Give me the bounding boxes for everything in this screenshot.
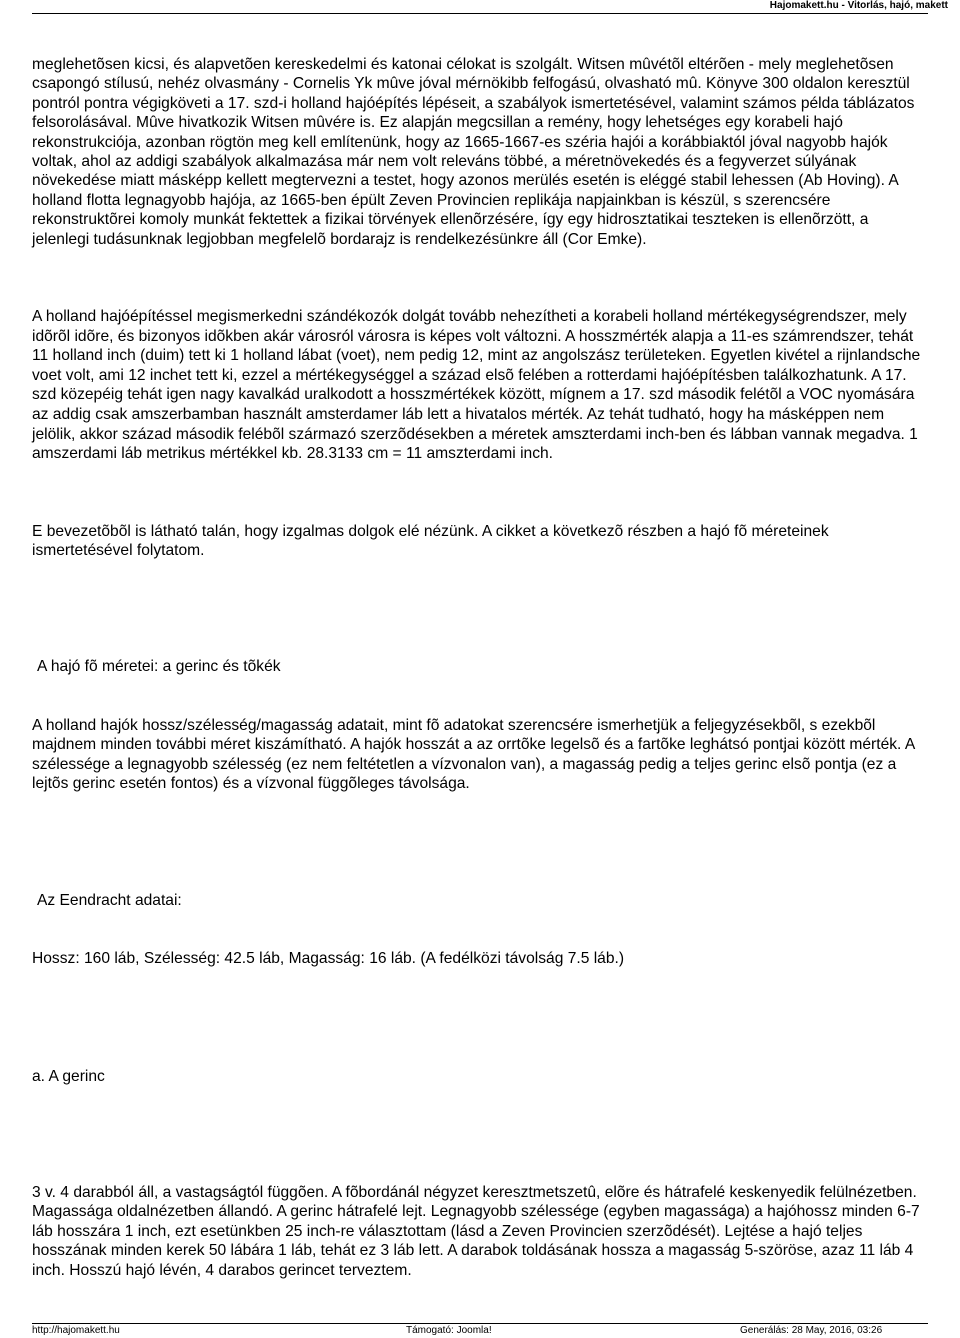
header-divider: [32, 13, 928, 14]
paragraph-eendracht-data: Hossz: 160 láb, Szélesség: 42.5 láb, Magasság: 16 láb. (A fedélközi távolság 7.5 láb.): [32, 950, 625, 967]
footer-generated: Generálás: 28 May, 2016, 03:26: [740, 1325, 883, 1336]
footer-divider: [32, 1323, 928, 1324]
paragraph-witsen-yk: meglehetõsen kicsi, és alapvetõen kereskedelmi és katonai célokat is szolgált. Witsen mûvétõl eltérõen - mely meglehetõsen csapongó stílusú, nehéz olvasmány - Cornelis Yk mûve jóval mérnökibb felfogású, olvasható mû. Könyve 300 oldalon keresztül pontról pontra végigköveti a 17. szd-i holland hajóépítés lépéseit, a szabályok ismertetésével, valamint számos példa táblázatos felsorolásával. Mûve hivatkozik Witsen mûvére is. Ez alapján megcsillan a remény, hogy lehetséges egy korabeli hajó rekonstrukciója, azonban rögtön meg kell említenünk, hogy az 1665-1667-es széria hajói a korábbiaktól jóval nagyobb hajók voltak, ahol az addigi szabályok alkalmazása már nem volt releváns többé, a méretnövekedés és a fegyverzet súlyának növekedése miatt másképp kellett megtervezni a testet, hogy azonos merülés esetén is eléggé stabil lehessen (Ab Hoving). A holland flotta legnagyobb hajója, az 1665-ben épült Zeven Provincien replikája napjainkban is készül, s szerencsére rekonstruktõrei komoly munkát fektettek a fizikai törvények ellenõrzésére, így egy hidrosztatikai teszteken is ellenõrzött, a jelenlegi tudásunknak legjobban megfelelõ bordarajz is rendelkezésünkre áll (Cor Emke).: [32, 56, 915, 248]
paragraph-introduction-outro: E bevezetõbõl is látható talán, hogy izgalmas dolgok elé nézünk. A cikket a következõ részben a hajó fõ méreteinek ismertetésével folytatom.: [32, 523, 829, 560]
paragraph-main-dimensions: A holland hajók hossz/szélesség/magasság adatait, mint fõ adatokat szerencsére ismerhetjük a feljegyzésekbõl, s ezekbõl majdnem minden további méret kiszámítható. A hajók hosszát a az orrtõke legelsõ és a fartõke leghátsó pontjai között mérték. A szélessége a legnagyobb szélesség (ez nem feltétetlen a vízvonalon van), a magasság pedig a teljes gerinc elsõ pontja (ez a lejtõs gerinc esetén fontos) és a vízvonal függõleges távolsága.: [32, 717, 915, 793]
footer-support: Támogató: Joomla!: [406, 1325, 492, 1336]
page-header-title: Hajomakett.hu - Vitorlás, hajó, makett: [769, 0, 948, 11]
paragraph-measurement-system: A holland hajóépítéssel megismerkedni szándékozók dolgát tovább nehezítheti a korabeli holland mértékegységrendszer, mely idõrõl idõre, és bizonyos idõkben akár városról városra is képes volt változni. A hosszmérték alapja a 11-es számrendszer, tehát 11 holland inch (duim) tett ki 1 holland lábat (voet), nem pedig 12, mint az angolszász területeken. Egyetlen kivétel a rijnlandsche voet volt, ami 12 inchet tett ki, ezzel a mértékegységgel a század elsõ felében a rotterdami hajóépítésben találkozhatunk. A 17. szd közepéig tehát igen nagy kavalkád uralkodott a hosszmértékek között, mígnem a 17. szd második felétõl a VOC nyomására az addig csak amszerbamban használt amsterdamer láb lett a hivatalos mérték. Az tehát tudható, hogy ha másképpen nem jelölik, akkor század második felébõl származó szerzõdésekben a méretek amszterdami inch-ben és lábban vannak megadva. 1 amszerdami láb metrikus mértékkel kb. 28.3133 cm = 11 amszterdami inch.: [32, 308, 921, 463]
section-heading-main-dimensions: A hajó fõ méretei: a gerinc és tõkék: [37, 658, 281, 675]
paragraph-keel: 3 v. 4 darabból áll, a vastagságtól függõen. A fõbordánál négyzet keresztmetszetû, elõre és hátrafelé keskenyedik felülnézetben. Magassága oldalnézetben állandó. A gerinc hátrafelé lejt. Legnagyobb szélessége (egyben magassága) a hajóhossz minden 6-7 láb hosszára 1 inch, ezt esetünkben 25 inch-re választottam (lásd a Zeven Provincien szerzõdését). Lejtése a hajó teljes hosszának minden kerek 50 lábára 1 láb, tehát ez 3 láb lett. A darabok toldásának hossza a magasság 5-szöröse, azaz 11 láb 4 inch. Hosszú hajó lévén, 4 darabos gerincet terveztem.: [32, 1184, 920, 1279]
section-heading-eendracht: Az Eendracht adatai:: [37, 892, 182, 909]
footer-url: http://hajomakett.hu: [32, 1325, 120, 1336]
section-heading-keel: a. A gerinc: [32, 1068, 105, 1085]
